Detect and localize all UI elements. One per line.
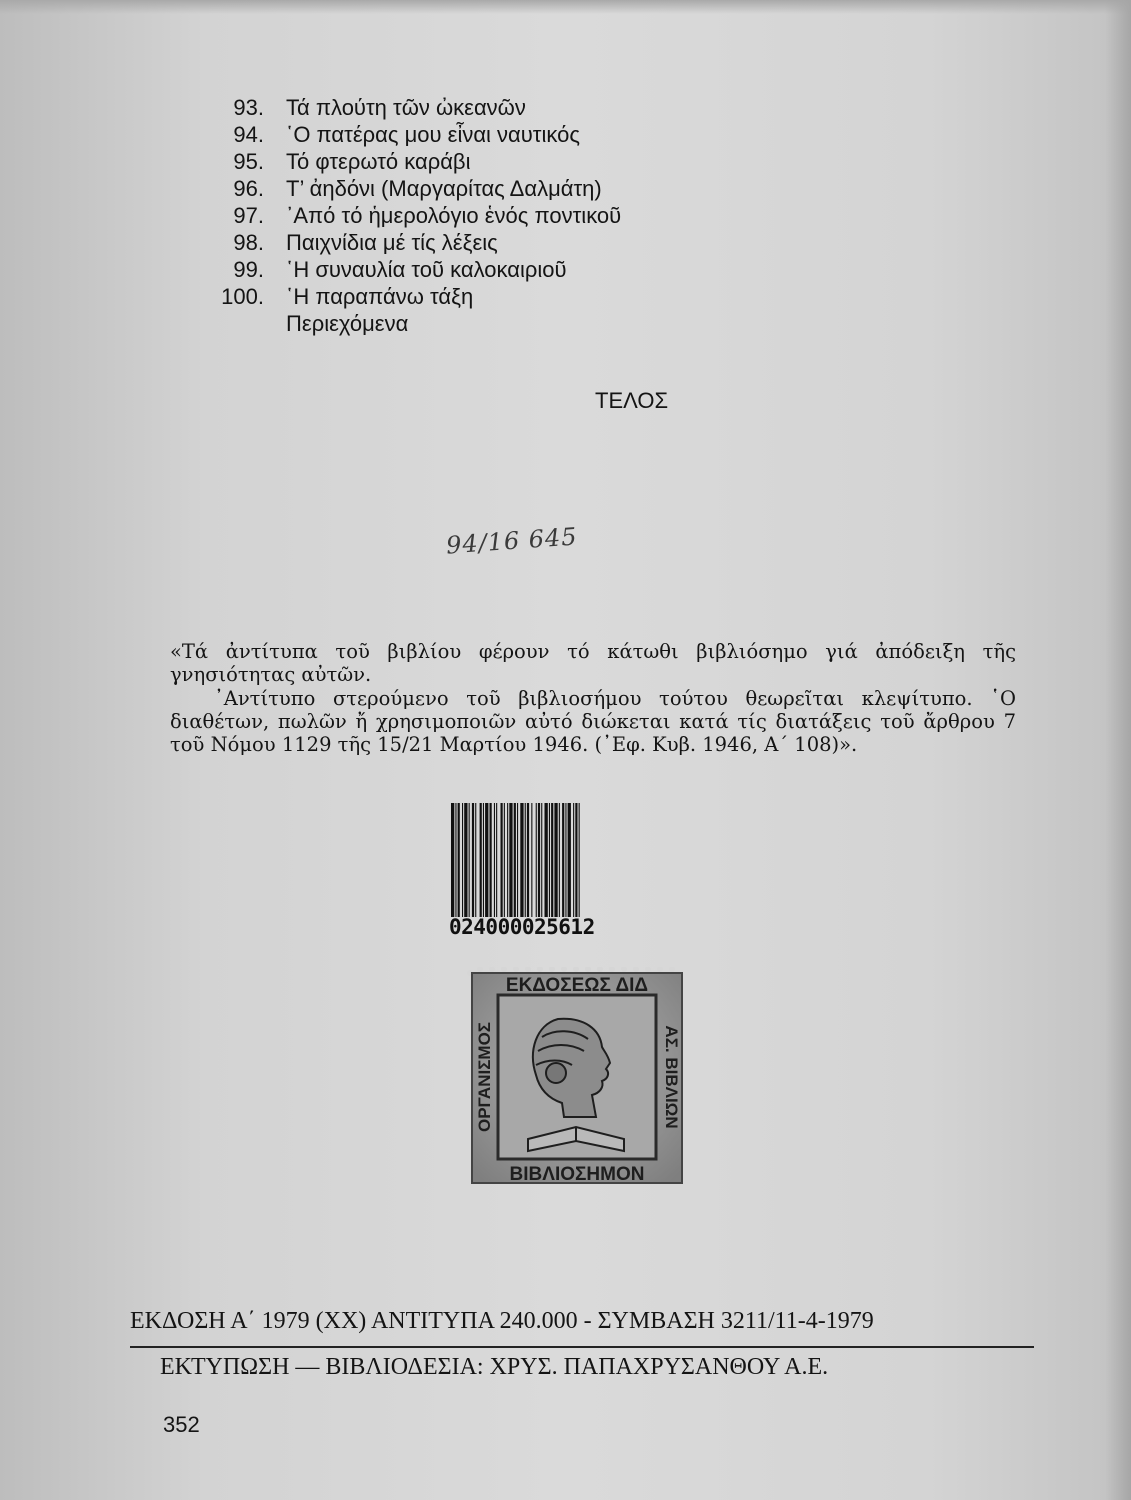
toc-item-number: 94.	[233, 122, 264, 147]
toc-contents-entry: Περιεχόμενα	[286, 311, 409, 336]
barcode-bar	[545, 803, 548, 917]
toc-item	[200, 94, 621, 121]
toc-item-number: 99.	[233, 257, 264, 282]
barcode-bar	[483, 803, 484, 917]
barcode-bar	[514, 803, 516, 917]
barcode-bar	[549, 803, 550, 917]
barcode-bar	[509, 803, 512, 917]
barcode-bar	[536, 803, 537, 917]
barcode-bars	[449, 803, 639, 917]
toc-item	[200, 148, 621, 175]
stamp-text-bottom: ΒΙΒΛΙΟΣΗΜΟΝ	[509, 1164, 645, 1185]
barcode-bar	[559, 803, 560, 917]
barcode-bar	[490, 803, 492, 917]
handwritten-note: 94/16 645	[445, 522, 579, 560]
barcode-bar	[496, 803, 497, 917]
toc-item	[200, 202, 621, 229]
barcode-bar	[458, 803, 460, 917]
toc-item	[200, 283, 621, 310]
end-mark: ΤΕΛΟΣ	[595, 388, 669, 413]
barcode-bar	[480, 803, 482, 917]
book-stamp-seal	[466, 967, 690, 1190]
authenticity-notice	[170, 640, 1016, 756]
toc-item-number: 98.	[233, 230, 264, 255]
toc-item	[200, 256, 621, 283]
barcode-bar	[455, 803, 456, 917]
barcode-bar	[504, 803, 505, 917]
barcode-bar	[507, 803, 508, 917]
barcode-bar	[485, 803, 488, 917]
table-of-contents	[200, 94, 621, 337]
edition-info: ΕΚΔΟΣΗ Α΄ 1979 (ΧΧ) ΑΝΤΙΤΥΠΑ 240.000 - ΣΥΜΒΑΣΗ 3211/11-4-1979	[130, 1308, 874, 1334]
toc-item-number: 93.	[233, 95, 264, 120]
toc-item-title: ῾Η συναυλία τοῦ καλοκαιριοῦ	[286, 257, 567, 282]
barcode-bar	[562, 803, 564, 917]
barcode-bar	[554, 803, 557, 917]
barcode-bar	[517, 803, 518, 917]
toc-item	[200, 121, 621, 148]
page-number: 352	[163, 1412, 200, 1437]
notice-paragraph: ᾿Αντίτυπο στερούμενο τοῦ βιβλιοσήμου τούτου θεωρεῖται κλεψίτυπο. ῾Ο διαθέτων, πωλῶν ἤ χρησιμοποιῶν αὐτό διώκεται κατά τίς διατάξεις τοῦ ἄρθρου 7 τοῦ Νόμου 1129 τῆς 15/21 Μαρτίου 1946. (᾿Εφ. Κυβ. 1946, Α΄ 108)».	[170, 687, 1016, 756]
page-edge-shadow-right	[1105, 0, 1131, 1500]
barcode-bar	[525, 803, 526, 917]
page-edge-shadow-top	[0, 0, 1131, 14]
notice-paragraph: «Τά ἀντίτυπα τοῦ βιβλίου φέρουν τό κάτωθι βιβλιόσημο γιά ἀπόδειξη τῆς γνησιότητας αὐτῶν.	[170, 640, 1016, 686]
toc-item-title: Παιχνίδια μέ τίς λέξεις	[286, 230, 498, 255]
footer-divider	[130, 1346, 1034, 1348]
barcode-bar	[531, 803, 532, 917]
toc-item-title: ῾Ο πατέρας μου εἶναι ναυτικός	[286, 122, 580, 147]
barcode-bar	[541, 803, 542, 917]
barcode-number: 024000025612	[449, 915, 595, 939]
barcode-bar	[575, 803, 577, 917]
barcode-bar	[472, 803, 474, 917]
stamp-text-top: ΕΚΔΟΣΕΩΣ ΔΙΔ	[505, 975, 649, 996]
toc-item-title: Τό φτερωτό καράβι	[286, 149, 471, 174]
barcode-bar	[565, 803, 566, 917]
toc-item-number: 100.	[221, 284, 264, 309]
barcode-bar	[520, 803, 523, 917]
toc-item-title: Τά πλούτη τῶν ὠκεανῶν	[286, 95, 526, 120]
barcode-bar	[527, 803, 529, 917]
printer-info: ΕΚΤΥΠΩΣΗ — ΒΙΒΛΙΟΔΕΣΙΑ: ΧΡΥΣ. ΠΑΠΑΧΡΥΣΑΝΘΟΥ Α.Ε.	[160, 1354, 829, 1380]
toc-item	[200, 229, 621, 256]
barcode-bar	[501, 803, 503, 917]
barcode-bar	[464, 803, 467, 917]
barcode-bar	[579, 803, 580, 917]
stamp-text-right: ΑΣ. ΒΙΒΛΙΩΝ	[662, 1025, 681, 1129]
barcode-bar	[573, 803, 574, 917]
barcode	[449, 803, 644, 939]
toc-item-title: ῾Η παραπάνω τάξη	[286, 284, 474, 309]
barcode-bar	[451, 803, 454, 917]
toc-item	[200, 175, 621, 202]
toc-item-title: ᾿Από τό ἡμερολόγιο ἑνός ποντικοῦ	[286, 203, 622, 228]
barcode-bar	[475, 803, 476, 917]
toc-item-title: Τ’ ἀηδόνι (Μαργαρίτας Δαλμάτη)	[286, 176, 602, 201]
toc-item-number: 97.	[233, 203, 264, 228]
stamp-text-left: ΟΡΓΑΝΙΣΜΟΣ	[475, 1022, 494, 1132]
barcode-bar	[462, 803, 463, 917]
barcode-bar	[551, 803, 553, 917]
toc-item-number: 95.	[233, 149, 264, 174]
barcode-bar	[494, 803, 495, 917]
toc-item-number: 96.	[233, 176, 264, 201]
barcode-bar	[469, 803, 470, 917]
barcode-bar	[568, 803, 571, 917]
barcode-bar	[538, 803, 540, 917]
